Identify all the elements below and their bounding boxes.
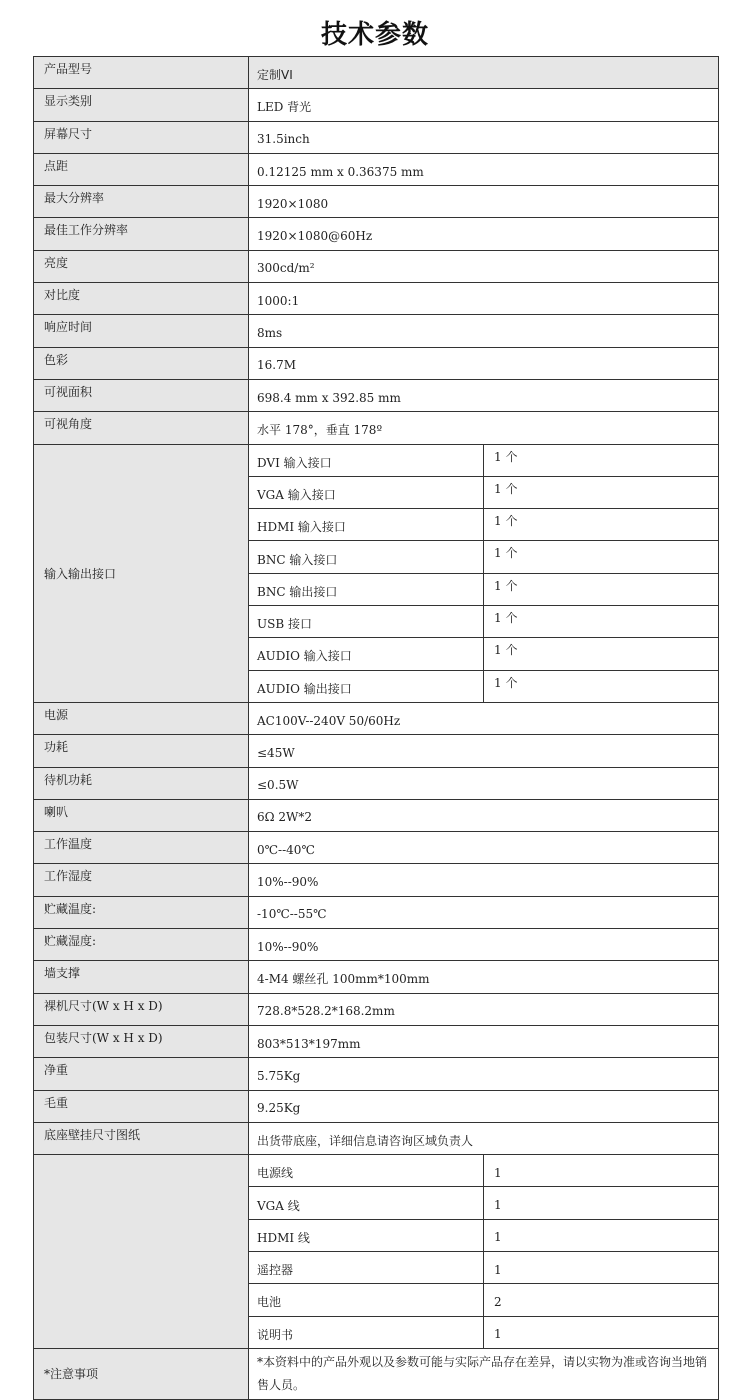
spec-row xyxy=(34,347,719,379)
accessory-name: 电源线 xyxy=(249,1155,484,1187)
spec-value: -10℃--55℃ xyxy=(249,896,719,928)
spec-table-container xyxy=(33,56,719,1400)
spec-value: 803*513*197mm xyxy=(249,1025,719,1057)
spec-value: 698.4 mm x 392.85 mm xyxy=(249,379,719,411)
spec-row xyxy=(34,929,719,961)
spec-label: 点距 xyxy=(34,153,249,185)
accessory-qty: 2 xyxy=(484,1284,719,1316)
spec-row xyxy=(34,89,719,121)
spec-value: ≤0.5W xyxy=(249,767,719,799)
spec-row xyxy=(34,1058,719,1090)
spec-row xyxy=(34,896,719,928)
spec-value: 10%--90% xyxy=(249,929,719,961)
spec-value: 出货带底座，详细信息请咨询区域负责人 xyxy=(249,1122,719,1154)
spec-label: 墙支撑 xyxy=(34,961,249,993)
spec-table xyxy=(33,56,719,1400)
page-title: 技术参数 xyxy=(320,20,429,50)
spec-row xyxy=(34,218,719,250)
spec-label: 屏幕尺寸 xyxy=(34,121,249,153)
spec-label: 对比度 xyxy=(34,283,249,315)
spec-row xyxy=(34,702,719,734)
spec-row xyxy=(34,57,719,89)
spec-row xyxy=(34,1090,719,1122)
notice-label: *注意事项 xyxy=(34,1348,249,1399)
spec-row xyxy=(34,186,719,218)
spec-row xyxy=(34,961,719,993)
spec-value: AC100V--240V 50/60Hz xyxy=(249,702,719,734)
spec-label: 包装尺寸(W x H x D) xyxy=(34,1025,249,1057)
spec-label: 贮藏湿度: xyxy=(34,929,249,961)
spec-row xyxy=(34,1122,719,1154)
accessory-qty: 1 xyxy=(484,1219,719,1251)
spec-label: 功耗 xyxy=(34,735,249,767)
spec-row xyxy=(34,767,719,799)
spec-value: 1000:1 xyxy=(249,283,719,315)
spec-value: 水平 178°，垂直 178º xyxy=(249,412,719,444)
spec-label: 电源 xyxy=(34,702,249,734)
spec-label: 可视角度 xyxy=(34,412,249,444)
spec-value: 1920×1080 xyxy=(249,186,719,218)
accessory-name: VGA 线 xyxy=(249,1187,484,1219)
io-port-count: 1 个 xyxy=(484,509,719,541)
accessory-qty: 1 xyxy=(484,1187,719,1219)
io-port-name: DVI 输入接口 xyxy=(249,444,484,476)
spec-label: 工作湿度 xyxy=(34,864,249,896)
spec-label: 净重 xyxy=(34,1058,249,1090)
accessory-name: 遥控器 xyxy=(249,1251,484,1283)
spec-value: 10%--90% xyxy=(249,864,719,896)
spec-row xyxy=(34,735,719,767)
spec-label: 响应时间 xyxy=(34,315,249,347)
accessory-name: 电池 xyxy=(249,1284,484,1316)
spec-row xyxy=(34,1025,719,1057)
spec-row xyxy=(34,250,719,282)
io-port-name: VGA 输入接口 xyxy=(249,476,484,508)
io-port-count: 1 个 xyxy=(484,444,719,476)
accessory-name: HDMI 线 xyxy=(249,1219,484,1251)
spec-label: 待机功耗 xyxy=(34,767,249,799)
spec-label: 产品型号 xyxy=(34,57,249,89)
io-port-count: 1 个 xyxy=(484,606,719,638)
spec-value: 6Ω 2W*2 xyxy=(249,799,719,831)
accessory-qty: 1 xyxy=(484,1155,719,1187)
spec-value: LED 背光 xyxy=(249,89,719,121)
spec-value: 定制VI xyxy=(249,57,719,89)
spec-label: 亮度 xyxy=(34,250,249,282)
spec-value: ≤45W xyxy=(249,735,719,767)
spec-row xyxy=(34,799,719,831)
spec-row xyxy=(34,121,719,153)
spec-value: 4-M4 螺丝孔 100mm*100mm xyxy=(249,961,719,993)
spec-row xyxy=(34,283,719,315)
spec-row xyxy=(34,412,719,444)
accessory-qty: 1 xyxy=(484,1316,719,1348)
spec-label: 最大分辨率 xyxy=(34,186,249,218)
spec-label: 可视面积 xyxy=(34,379,249,411)
spec-row xyxy=(34,379,719,411)
spec-label: 最佳工作分辨率 xyxy=(34,218,249,250)
spec-label: 显示类别 xyxy=(34,89,249,121)
spec-label: 毛重 xyxy=(34,1090,249,1122)
spec-value: 31.5inch xyxy=(249,121,719,153)
spec-row xyxy=(34,315,719,347)
spec-row xyxy=(34,993,719,1025)
io-port-name: USB 接口 xyxy=(249,606,484,638)
accessory-qty: 1 xyxy=(484,1251,719,1283)
io-port-name: BNC 输入接口 xyxy=(249,541,484,573)
spec-label: 色彩 xyxy=(34,347,249,379)
spec-label: 裸机尺寸(W x H x D) xyxy=(34,993,249,1025)
spec-label: 底座壁挂尺寸图纸 xyxy=(34,1122,249,1154)
io-port-name: AUDIO 输入接口 xyxy=(249,638,484,670)
spec-row xyxy=(34,864,719,896)
spec-value: 300cd/m² xyxy=(249,250,719,282)
spec-value: 9.25Kg xyxy=(249,1090,719,1122)
io-port-name: BNC 输出接口 xyxy=(249,573,484,605)
io-port-count: 1 个 xyxy=(484,670,719,702)
accessory-name: 说明书 xyxy=(249,1316,484,1348)
spec-label: 喇叭 xyxy=(34,799,249,831)
io-port-name: HDMI 输入接口 xyxy=(249,509,484,541)
spec-value: 728.8*528.2*168.2mm xyxy=(249,993,719,1025)
spec-value: 0℃--40℃ xyxy=(249,832,719,864)
spec-label: 贮藏温度: xyxy=(34,896,249,928)
io-group-label: 输入输出接口 xyxy=(34,444,249,702)
spec-label: 工作温度 xyxy=(34,832,249,864)
notice-text: *本资料中的产品外观以及参数可能与实际产品存在差异，请以实物为准或咨询当地销售人员。 xyxy=(249,1348,719,1399)
spec-value: 16.7M xyxy=(249,347,719,379)
io-port-count: 1 个 xyxy=(484,541,719,573)
accessories-group-label xyxy=(34,1155,249,1349)
io-port-count: 1 个 xyxy=(484,573,719,605)
accessory-row xyxy=(34,1155,719,1187)
spec-row xyxy=(34,832,719,864)
spec-value: 8ms xyxy=(249,315,719,347)
io-port-count: 1 个 xyxy=(484,476,719,508)
spec-value: 1920×1080@60Hz xyxy=(249,218,719,250)
io-port-name: AUDIO 输出接口 xyxy=(249,670,484,702)
spec-row xyxy=(34,153,719,185)
io-port-row xyxy=(34,444,719,476)
spec-value: 5.75Kg xyxy=(249,1058,719,1090)
spec-value: 0.12125 mm x 0.36375 mm xyxy=(249,153,719,185)
notice-row xyxy=(34,1348,719,1399)
io-port-count: 1 个 xyxy=(484,638,719,670)
